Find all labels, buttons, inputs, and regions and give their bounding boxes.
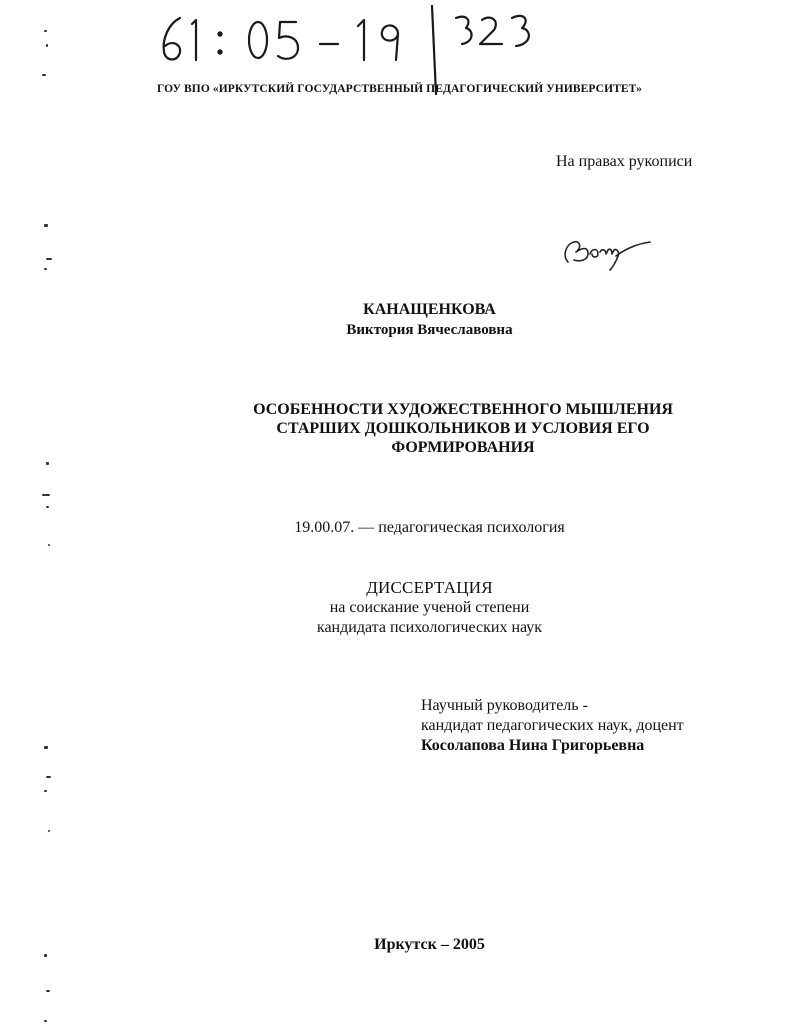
scan-speck [42, 494, 50, 496]
scan-speck [44, 746, 48, 749]
supervisor-role: Научный руководитель - [421, 697, 588, 714]
scan-speck [42, 74, 46, 76]
scan-speck [44, 954, 47, 957]
scan-speck [48, 544, 50, 546]
scan-speck [44, 1020, 47, 1022]
scan-speck [46, 462, 49, 465]
title-line: ОСОБЕННОСТИ ХУДОЖЕСТВЕННОГО МЫШЛЕНИЯ [253, 401, 673, 418]
supervisor-name: Косолапова Нина Григорьевна [421, 737, 645, 754]
scan-speck [48, 830, 50, 832]
author-signature [558, 222, 654, 274]
city-year: Иркутск – 2005 [374, 936, 485, 953]
scan-speck [44, 30, 47, 32]
scan-speck [46, 990, 50, 992]
author-first-names: Виктория Вячеславовна [346, 322, 513, 338]
specialty-code: 19.00.07. — педагогическая психология [294, 519, 565, 536]
title-line: СТАРШИХ ДОШКОЛЬНИКОВ И УСЛОВИЯ ЕГО [276, 420, 650, 437]
scan-speck [46, 776, 51, 778]
scan-speck [44, 224, 48, 227]
supervisor-block [421, 696, 684, 756]
institution-name: ГОУ ВПО «ИРКУТСКИЙ ГОСУДАРСТВЕННЫЙ ПЕДАГОГИЧЕСКИЙ УНИВЕРСИТЕТ» [156, 83, 642, 95]
scan-speck [44, 268, 47, 270]
supervisor-credentials: кандидат педагогических наук, доцент [421, 717, 684, 734]
degree-block [0, 578, 799, 638]
degree-line: кандидата психологических наук [316, 619, 543, 636]
document-type: ДИССЕРТАЦИЯ [366, 578, 493, 597]
author-last-name: КАНАЩЕНКОВА [363, 301, 496, 318]
dissertation-title [222, 400, 704, 457]
scan-speck [46, 44, 48, 47]
scan-speck [46, 258, 52, 260]
scan-speck [46, 506, 49, 508]
degree-line: на соискание ученой степени [329, 599, 530, 616]
manuscript-note: На правах рукописи [556, 153, 693, 170]
scan-speck [44, 790, 47, 792]
title-line: ФОРМИРОВАНИЯ [391, 439, 535, 456]
